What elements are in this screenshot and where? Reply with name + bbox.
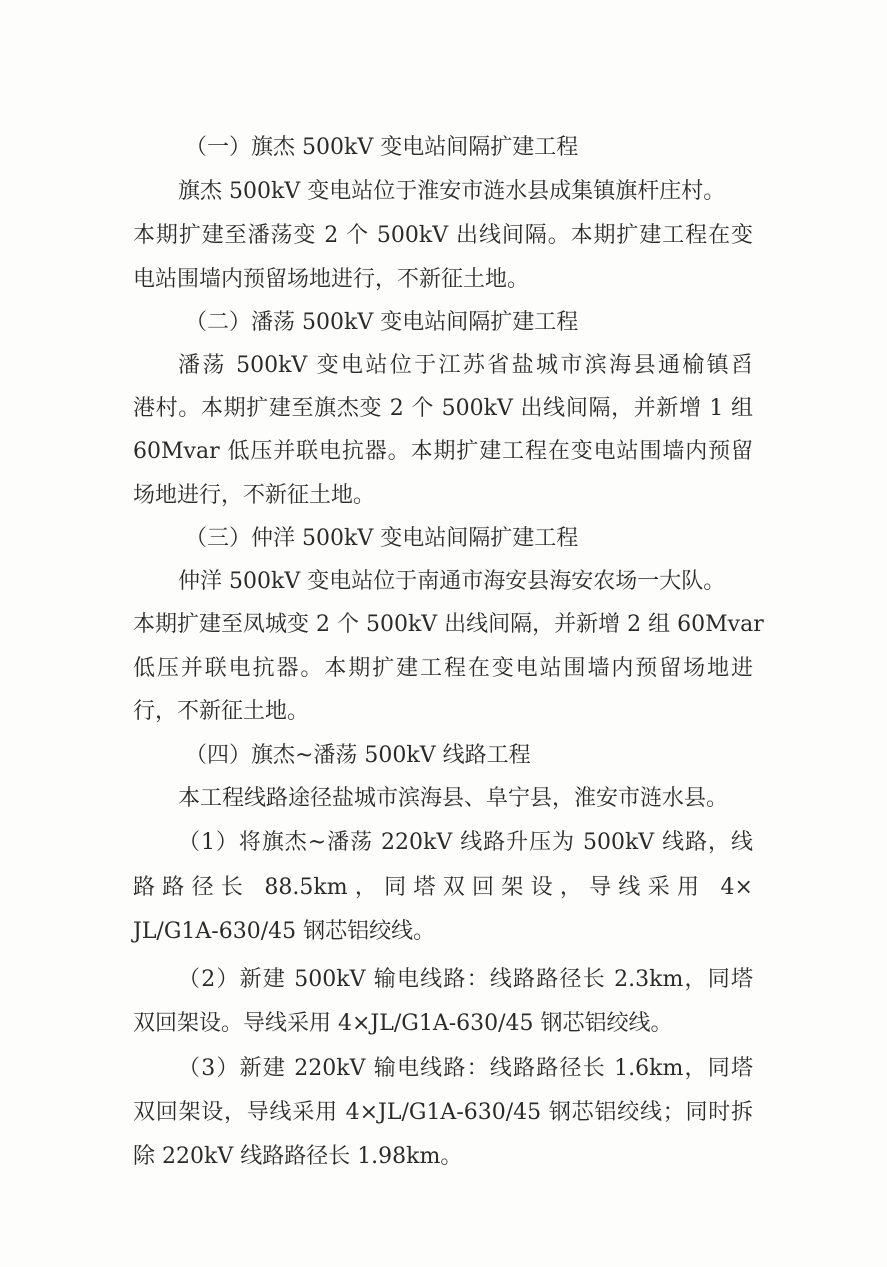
paragraph-line: （1）将旗杰~潘荡 220kV 线路升压为 500kV 线路，线 [178, 830, 753, 855]
section-heading-4: （四）旗杰~潘荡 500kV 线路工程 [185, 743, 531, 768]
paragraph-line: 路路径长 88.5km，同塔双回架设，导线采用 4× [133, 875, 753, 900]
paragraph-line: 行，不新征土地。 [133, 699, 310, 724]
paragraph-line: 旗杰 500kV 变电站位于淮安市涟水县成集镇旗杆庄村。 [178, 179, 726, 204]
paragraph-line: 本期扩建至凤城变 2 个 500kV 出线间隔，并新增 2 组 60Mvar [133, 612, 764, 637]
paragraph-line: 潘荡 500kV 变电站位于江苏省盐城市滨海县通榆镇舀 [178, 353, 753, 378]
paragraph-line: （2）新建 500kV 输电线路：线路路径长 2.3km，同塔 [178, 967, 753, 992]
section-heading-3: （三）仲洋 500kV 变电站间隔扩建工程 [185, 526, 579, 551]
section-heading-1: （一）旗杰 500kV 变电站间隔扩建工程 [185, 135, 579, 160]
paragraph-line: （3）新建 220kV 输电线路：线路路径长 1.6km，同塔 [178, 1056, 753, 1081]
section-heading-2: （二）潘荡 500kV 变电站间隔扩建工程 [185, 310, 579, 335]
paragraph-line: 场地进行，不新征土地。 [133, 483, 376, 508]
paragraph-line: 低压并联电抗器。本期扩建工程在变电站围墙内预留场地进 [133, 656, 753, 681]
paragraph-line: 本期扩建至潘荡变 2 个 500kV 出线间隔。本期扩建工程在变 [133, 223, 753, 248]
paragraph-line: 电站围墙内预留场地进行，不新征土地。 [133, 267, 530, 292]
paragraph-line: JL/G1A-630/45 钢芯铝绞线。 [133, 919, 436, 944]
paragraph-line: 60Mvar 低压并联电抗器。本期扩建工程在变电站围墙内预留 [133, 439, 753, 464]
paragraph-line: 本工程线路途径盐城市滨海县、阜宁县，淮安市涟水县。 [178, 786, 729, 811]
paragraph-line: 双回架设，导线采用 4×JL/G1A-630/45 钢芯铝绞线；同时拆 [133, 1100, 753, 1125]
paragraph-line: 双回架设。导线采用 4×JL/G1A-630/45 钢芯铝绞线。 [133, 1011, 673, 1036]
paragraph-line: 除 220kV 线路路径长 1.98km。 [133, 1144, 463, 1169]
paragraph-line: 港村。本期扩建至旗杰变 2 个 500kV 出线间隔，并新增 1 组 [133, 396, 753, 421]
paragraph-line: 仲洋 500kV 变电站位于南通市海安县海安农场一大队。 [178, 569, 726, 594]
